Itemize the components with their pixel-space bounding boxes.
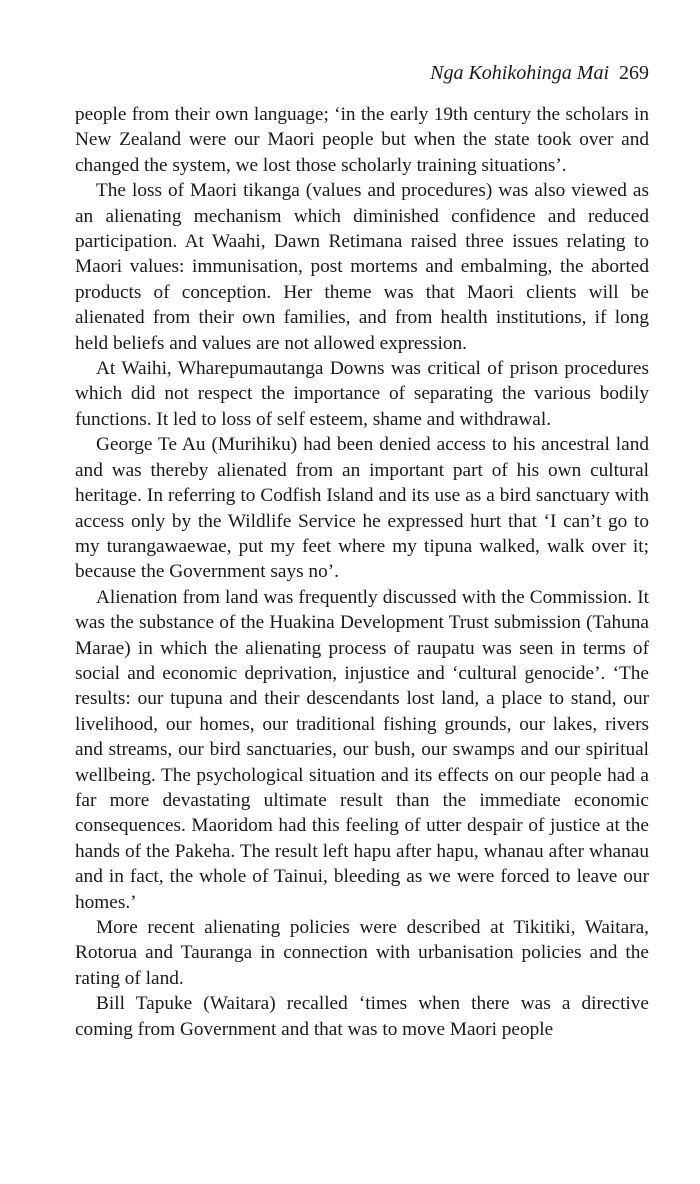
paragraph-7: Bill Tapuke (Waitara) recalled ‘times when there was a directive coming from Government and that was to move Maori people xyxy=(75,993,649,1040)
paragraph-2: The loss of Maori tikanga (values and procedures) was also viewed as an alienating mechanism which diminished confidence and reduced participation. At Waahi, Dawn Retimana raised three issues relating to Maori values: immunisation, post mortems and embalming, the aborted products of conception. Her theme was that Maori clients will be alienated from their own families, and from health institutions, if long held beliefs and values are not allowed expression. xyxy=(75,180,649,354)
book-page xyxy=(75,60,649,1042)
page-number: 269 xyxy=(619,62,649,84)
running-head-title: Nga Kohikohinga Mai xyxy=(430,62,609,84)
paragraph-3: At Waihi, Wharepumautanga Downs was critical of prison procedures which did not respect the importance of separating the various bodily functions. It led to loss of self esteem, shame and withdrawal. xyxy=(75,358,649,430)
running-head xyxy=(75,60,649,86)
paragraph-6: More recent alienating policies were described at Tikitiki, Waitara, Rotorua and Tauranga in connection with urbanisation policies and the rating of land. xyxy=(75,917,649,989)
paragraph-4: George Te Au (Murihiku) had been denied access to his ancestral land and was thereby alienated from an important part of his own cultural heritage. In referring to Codfish Island and its use as a bird sanctuary with access only by the Wildlife Service he expressed hurt that ‘I can’t go to my turangawaewae, put my feet where my tipuna walked, walk over it; because the Government says no’. xyxy=(75,434,649,583)
paragraph-1: people from their own language; ‘in the early 19th century the scholars in New Zealand were our Maori people but when the state took over and changed the system, we lost those scholarly training situations’. xyxy=(75,104,649,176)
paragraph-5: Alienation from land was frequently discussed with the Commission. It was the substance of the Huakina Development Trust submission (Tahuna Marae) in which the alienating process of raupatu was seen in terms of social and economic deprivation, injustice and ‘cultural genocide’. ‘The results: our tupuna and their descendants lost land, a place to stand, our livelihood, our homes, our traditional fishing grounds, our lakes, rivers and streams, our bird sanctuaries, our bush, our swamps and our spiritual wellbeing. The psychological situation and its effects on our people had a far more devastating ultimate result than the immediate economic consequences. Maoridom had this feeling of utter despair of justice at the hands of the Pakeha. The result left hapu after hapu, whanau after whanau and in fact, the whole of Tainui, bleeding as we were forced to leave our homes.’ xyxy=(75,586,649,913)
